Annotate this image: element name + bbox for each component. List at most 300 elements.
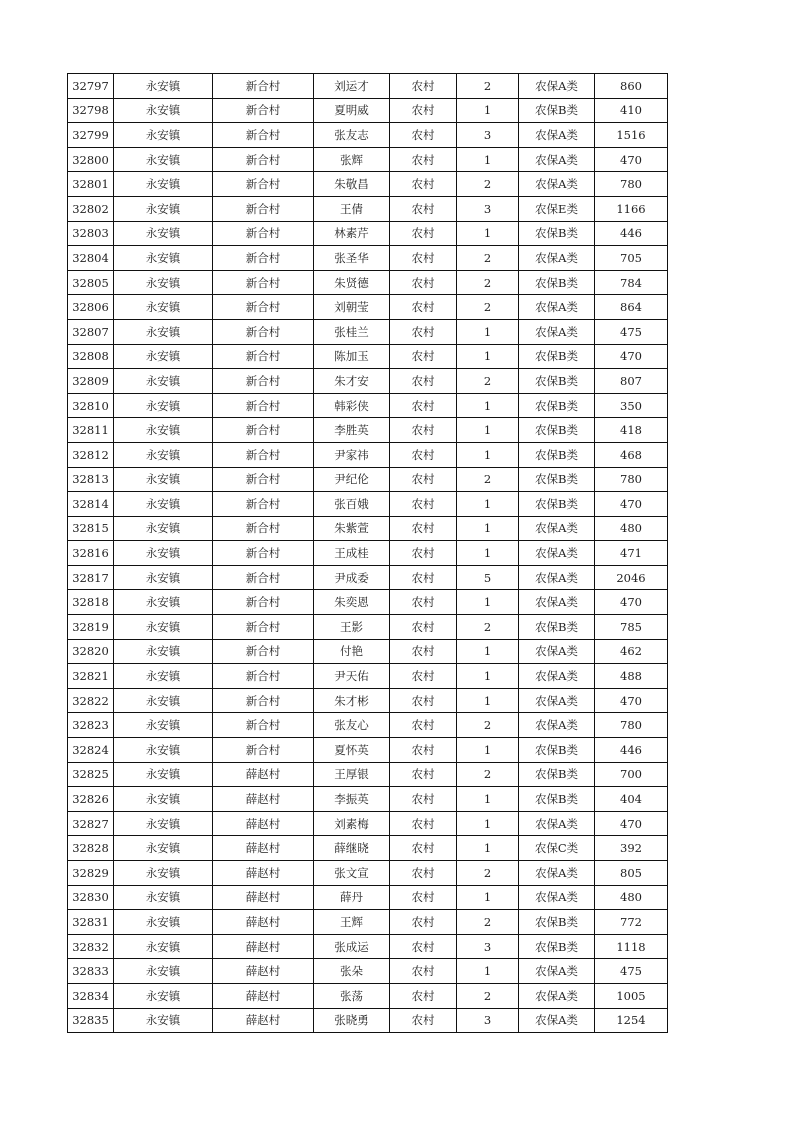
table-row	[68, 541, 668, 566]
town-cell: 永安镇	[114, 393, 213, 418]
amount-cell: 784	[595, 270, 668, 295]
name-cell: 张荡	[314, 983, 390, 1008]
insurance-category-cell: 农保B类	[519, 393, 595, 418]
table-row	[68, 713, 668, 738]
type-cell: 农村	[390, 74, 457, 99]
village-cell: 薛赵村	[213, 983, 314, 1008]
town-cell: 永安镇	[114, 221, 213, 246]
row-id-cell: 32799	[68, 123, 114, 148]
table-row	[68, 811, 668, 836]
household-size-cell: 3	[457, 934, 519, 959]
town-cell: 永安镇	[114, 590, 213, 615]
household-size-cell: 1	[457, 836, 519, 861]
village-cell: 新合村	[213, 442, 314, 467]
town-cell: 永安镇	[114, 172, 213, 197]
amount-cell: 470	[595, 344, 668, 369]
insurance-category-cell: 农保A类	[519, 246, 595, 271]
row-id-cell: 32831	[68, 910, 114, 935]
insurance-category-cell: 农保B类	[519, 934, 595, 959]
type-cell: 农村	[390, 418, 457, 443]
name-cell: 王辉	[314, 910, 390, 935]
name-cell: 张圣华	[314, 246, 390, 271]
name-cell: 朱才安	[314, 369, 390, 394]
town-cell: 永安镇	[114, 541, 213, 566]
amount-cell: 446	[595, 221, 668, 246]
insurance-category-cell: 农保B类	[519, 98, 595, 123]
type-cell: 农村	[390, 762, 457, 787]
table-row	[68, 836, 668, 861]
row-id-cell: 32832	[68, 934, 114, 959]
table-row	[68, 418, 668, 443]
row-id-cell: 32815	[68, 516, 114, 541]
household-size-cell: 1	[457, 147, 519, 172]
town-cell: 永安镇	[114, 934, 213, 959]
row-id-cell: 32822	[68, 688, 114, 713]
table-row	[68, 565, 668, 590]
household-size-cell: 3	[457, 123, 519, 148]
household-size-cell: 2	[457, 295, 519, 320]
type-cell: 农村	[390, 861, 457, 886]
village-cell: 新合村	[213, 344, 314, 369]
village-cell: 薛赵村	[213, 1008, 314, 1033]
name-cell: 张晓勇	[314, 1008, 390, 1033]
name-cell: 薛继晓	[314, 836, 390, 861]
village-cell: 薛赵村	[213, 910, 314, 935]
insurance-category-cell: 农保B类	[519, 442, 595, 467]
household-size-cell: 2	[457, 369, 519, 394]
town-cell: 永安镇	[114, 516, 213, 541]
household-size-cell: 5	[457, 565, 519, 590]
table-row	[68, 467, 668, 492]
town-cell: 永安镇	[114, 615, 213, 640]
town-cell: 永安镇	[114, 319, 213, 344]
name-cell: 尹成委	[314, 565, 390, 590]
row-id-cell: 32814	[68, 492, 114, 517]
insurance-category-cell: 农保B类	[519, 221, 595, 246]
type-cell: 农村	[390, 393, 457, 418]
table-row	[68, 787, 668, 812]
table-row	[68, 344, 668, 369]
village-cell: 薛赵村	[213, 811, 314, 836]
amount-cell: 807	[595, 369, 668, 394]
row-id-cell: 32811	[68, 418, 114, 443]
household-size-cell: 2	[457, 762, 519, 787]
insurance-category-cell: 农保A类	[519, 885, 595, 910]
town-cell: 永安镇	[114, 196, 213, 221]
name-cell: 朱才彬	[314, 688, 390, 713]
table-row	[68, 983, 668, 1008]
type-cell: 农村	[390, 492, 457, 517]
insurance-category-cell: 农保A类	[519, 811, 595, 836]
amount-cell: 470	[595, 590, 668, 615]
household-size-cell: 1	[457, 811, 519, 836]
table-row	[68, 74, 668, 99]
name-cell: 夏怀英	[314, 738, 390, 763]
row-id-cell: 32807	[68, 319, 114, 344]
insurance-category-cell: 农保B类	[519, 270, 595, 295]
household-size-cell: 1	[457, 516, 519, 541]
name-cell: 张友心	[314, 713, 390, 738]
name-cell: 张友志	[314, 123, 390, 148]
row-id-cell: 32828	[68, 836, 114, 861]
household-size-cell: 1	[457, 344, 519, 369]
household-size-cell: 1	[457, 393, 519, 418]
insurance-category-cell: 农保B类	[519, 910, 595, 935]
household-size-cell: 1	[457, 590, 519, 615]
type-cell: 农村	[390, 565, 457, 590]
household-size-cell: 2	[457, 983, 519, 1008]
town-cell: 永安镇	[114, 442, 213, 467]
type-cell: 农村	[390, 172, 457, 197]
village-cell: 薛赵村	[213, 861, 314, 886]
town-cell: 永安镇	[114, 959, 213, 984]
household-size-cell: 1	[457, 688, 519, 713]
village-cell: 新合村	[213, 467, 314, 492]
amount-cell: 488	[595, 664, 668, 689]
town-cell: 永安镇	[114, 811, 213, 836]
insurance-category-cell: 农保A类	[519, 295, 595, 320]
insurance-category-cell: 农保B类	[519, 762, 595, 787]
household-size-cell: 2	[457, 246, 519, 271]
insurance-category-cell: 农保B类	[519, 738, 595, 763]
type-cell: 农村	[390, 983, 457, 1008]
amount-cell: 350	[595, 393, 668, 418]
amount-cell: 700	[595, 762, 668, 787]
village-cell: 新合村	[213, 664, 314, 689]
row-id-cell: 32801	[68, 172, 114, 197]
table-row	[68, 393, 668, 418]
household-size-cell: 1	[457, 418, 519, 443]
amount-cell: 705	[595, 246, 668, 271]
insurance-category-cell: 农保A类	[519, 688, 595, 713]
type-cell: 农村	[390, 467, 457, 492]
type-cell: 农村	[390, 246, 457, 271]
village-cell: 新合村	[213, 123, 314, 148]
amount-cell: 805	[595, 861, 668, 886]
amount-cell: 470	[595, 492, 668, 517]
insurance-category-cell: 农保A类	[519, 172, 595, 197]
table-row	[68, 147, 668, 172]
row-id-cell: 32805	[68, 270, 114, 295]
household-size-cell: 2	[457, 861, 519, 886]
amount-cell: 404	[595, 787, 668, 812]
type-cell: 农村	[390, 590, 457, 615]
insurance-category-cell: 农保A类	[519, 983, 595, 1008]
town-cell: 永安镇	[114, 295, 213, 320]
name-cell: 张辉	[314, 147, 390, 172]
row-id-cell: 32825	[68, 762, 114, 787]
amount-cell: 1005	[595, 983, 668, 1008]
row-id-cell: 32809	[68, 369, 114, 394]
name-cell: 陈加玉	[314, 344, 390, 369]
row-id-cell: 32797	[68, 74, 114, 99]
village-cell: 新合村	[213, 319, 314, 344]
table-row	[68, 221, 668, 246]
town-cell: 永安镇	[114, 418, 213, 443]
row-id-cell: 32818	[68, 590, 114, 615]
row-id-cell: 32835	[68, 1008, 114, 1033]
village-cell: 新合村	[213, 492, 314, 517]
town-cell: 永安镇	[114, 738, 213, 763]
row-id-cell: 32802	[68, 196, 114, 221]
village-cell: 新合村	[213, 713, 314, 738]
table-row	[68, 516, 668, 541]
name-cell: 李振英	[314, 787, 390, 812]
table-row	[68, 295, 668, 320]
town-cell: 永安镇	[114, 98, 213, 123]
row-id-cell: 32827	[68, 811, 114, 836]
amount-cell: 468	[595, 442, 668, 467]
village-cell: 新合村	[213, 74, 314, 99]
insurance-category-cell: 农保B类	[519, 467, 595, 492]
name-cell: 朱贤德	[314, 270, 390, 295]
town-cell: 永安镇	[114, 270, 213, 295]
village-cell: 新合村	[213, 221, 314, 246]
table-row	[68, 861, 668, 886]
table-row	[68, 246, 668, 271]
insurance-category-cell: 农保A类	[519, 74, 595, 99]
table-row	[68, 738, 668, 763]
name-cell: 夏明威	[314, 98, 390, 123]
amount-cell: 418	[595, 418, 668, 443]
town-cell: 永安镇	[114, 246, 213, 271]
household-size-cell: 2	[457, 172, 519, 197]
table-row	[68, 910, 668, 935]
amount-cell: 475	[595, 319, 668, 344]
type-cell: 农村	[390, 639, 457, 664]
table-row	[68, 590, 668, 615]
household-size-cell: 1	[457, 959, 519, 984]
town-cell: 永安镇	[114, 344, 213, 369]
table-row	[68, 123, 668, 148]
type-cell: 农村	[390, 98, 457, 123]
household-size-cell: 2	[457, 615, 519, 640]
town-cell: 永安镇	[114, 639, 213, 664]
village-cell: 薛赵村	[213, 885, 314, 910]
name-cell: 朱敬昌	[314, 172, 390, 197]
type-cell: 农村	[390, 344, 457, 369]
household-size-cell: 1	[457, 541, 519, 566]
name-cell: 林素芹	[314, 221, 390, 246]
amount-cell: 2046	[595, 565, 668, 590]
row-id-cell: 32803	[68, 221, 114, 246]
name-cell: 张百娥	[314, 492, 390, 517]
type-cell: 农村	[390, 615, 457, 640]
row-id-cell: 32816	[68, 541, 114, 566]
table-row	[68, 270, 668, 295]
name-cell: 刘运才	[314, 74, 390, 99]
village-cell: 新合村	[213, 541, 314, 566]
insurance-category-cell: 农保B类	[519, 615, 595, 640]
village-cell: 新合村	[213, 615, 314, 640]
type-cell: 农村	[390, 319, 457, 344]
village-cell: 新合村	[213, 688, 314, 713]
household-size-cell: 1	[457, 442, 519, 467]
village-cell: 新合村	[213, 172, 314, 197]
amount-cell: 1118	[595, 934, 668, 959]
town-cell: 永安镇	[114, 565, 213, 590]
row-id-cell: 32826	[68, 787, 114, 812]
insurance-category-cell: 农保A类	[519, 861, 595, 886]
table-row	[68, 762, 668, 787]
town-cell: 永安镇	[114, 713, 213, 738]
village-cell: 新合村	[213, 369, 314, 394]
type-cell: 农村	[390, 787, 457, 812]
town-cell: 永安镇	[114, 688, 213, 713]
type-cell: 农村	[390, 934, 457, 959]
row-id-cell: 32808	[68, 344, 114, 369]
row-id-cell: 32821	[68, 664, 114, 689]
amount-cell: 470	[595, 147, 668, 172]
amount-cell: 1254	[595, 1008, 668, 1033]
name-cell: 韩彩侠	[314, 393, 390, 418]
type-cell: 农村	[390, 811, 457, 836]
name-cell: 王倩	[314, 196, 390, 221]
row-id-cell: 32829	[68, 861, 114, 886]
insurance-category-cell: 农保B类	[519, 369, 595, 394]
table-row	[68, 319, 668, 344]
table-row	[68, 688, 668, 713]
village-cell: 新合村	[213, 418, 314, 443]
village-cell: 新合村	[213, 98, 314, 123]
row-id-cell: 32823	[68, 713, 114, 738]
town-cell: 永安镇	[114, 787, 213, 812]
type-cell: 农村	[390, 221, 457, 246]
household-size-cell: 1	[457, 885, 519, 910]
household-size-cell: 2	[457, 910, 519, 935]
village-cell: 新合村	[213, 270, 314, 295]
household-size-cell: 1	[457, 787, 519, 812]
name-cell: 张成运	[314, 934, 390, 959]
village-cell: 新合村	[213, 295, 314, 320]
village-cell: 新合村	[213, 393, 314, 418]
name-cell: 王厚银	[314, 762, 390, 787]
village-cell: 薛赵村	[213, 959, 314, 984]
type-cell: 农村	[390, 516, 457, 541]
insurance-category-cell: 农保A类	[519, 959, 595, 984]
amount-cell: 470	[595, 811, 668, 836]
town-cell: 永安镇	[114, 492, 213, 517]
amount-cell: 471	[595, 541, 668, 566]
village-cell: 薛赵村	[213, 787, 314, 812]
type-cell: 农村	[390, 885, 457, 910]
household-size-cell: 1	[457, 738, 519, 763]
row-id-cell: 32819	[68, 615, 114, 640]
insurance-category-cell: 农保A类	[519, 123, 595, 148]
insurance-category-cell: 农保A类	[519, 565, 595, 590]
village-cell: 新合村	[213, 590, 314, 615]
insurance-category-cell: 农保A类	[519, 590, 595, 615]
type-cell: 农村	[390, 196, 457, 221]
table-row	[68, 196, 668, 221]
table-row	[68, 492, 668, 517]
insurance-category-cell: 农保A类	[519, 319, 595, 344]
town-cell: 永安镇	[114, 123, 213, 148]
name-cell: 尹家祎	[314, 442, 390, 467]
type-cell: 农村	[390, 738, 457, 763]
insurance-category-cell: 农保A类	[519, 541, 595, 566]
insurance-category-cell: 农保A类	[519, 516, 595, 541]
type-cell: 农村	[390, 295, 457, 320]
town-cell: 永安镇	[114, 664, 213, 689]
name-cell: 付艳	[314, 639, 390, 664]
insurance-category-cell: 农保A类	[519, 1008, 595, 1033]
village-cell: 新合村	[213, 516, 314, 541]
table-row	[68, 442, 668, 467]
type-cell: 农村	[390, 664, 457, 689]
table-body	[68, 74, 668, 1033]
household-size-cell: 1	[457, 639, 519, 664]
amount-cell: 1166	[595, 196, 668, 221]
amount-cell: 772	[595, 910, 668, 935]
insurance-category-cell: 农保B类	[519, 418, 595, 443]
amount-cell: 475	[595, 959, 668, 984]
name-cell: 朱紫萱	[314, 516, 390, 541]
type-cell: 农村	[390, 442, 457, 467]
name-cell: 朱奕恩	[314, 590, 390, 615]
village-cell: 新合村	[213, 738, 314, 763]
table-row	[68, 369, 668, 394]
insurance-category-cell: 农保A类	[519, 664, 595, 689]
household-size-cell: 3	[457, 1008, 519, 1033]
type-cell: 农村	[390, 369, 457, 394]
name-cell: 张文宣	[314, 861, 390, 886]
name-cell: 张朵	[314, 959, 390, 984]
amount-cell: 392	[595, 836, 668, 861]
household-size-cell: 1	[457, 664, 519, 689]
type-cell: 农村	[390, 713, 457, 738]
amount-cell: 780	[595, 713, 668, 738]
name-cell: 张桂兰	[314, 319, 390, 344]
town-cell: 永安镇	[114, 885, 213, 910]
type-cell: 农村	[390, 959, 457, 984]
insurance-category-cell: 农保E类	[519, 196, 595, 221]
row-id-cell: 32813	[68, 467, 114, 492]
row-id-cell: 32806	[68, 295, 114, 320]
amount-cell: 860	[595, 74, 668, 99]
name-cell: 李胜英	[314, 418, 390, 443]
row-id-cell: 32817	[68, 565, 114, 590]
town-cell: 永安镇	[114, 74, 213, 99]
village-cell: 新合村	[213, 196, 314, 221]
amount-cell: 446	[595, 738, 668, 763]
name-cell: 尹天佑	[314, 664, 390, 689]
table-row	[68, 98, 668, 123]
row-id-cell: 32798	[68, 98, 114, 123]
row-id-cell: 32833	[68, 959, 114, 984]
amount-cell: 462	[595, 639, 668, 664]
household-size-cell: 1	[457, 319, 519, 344]
village-cell: 新合村	[213, 639, 314, 664]
town-cell: 永安镇	[114, 983, 213, 1008]
name-cell: 王影	[314, 615, 390, 640]
type-cell: 农村	[390, 688, 457, 713]
town-cell: 永安镇	[114, 369, 213, 394]
insurance-category-cell: 农保B类	[519, 344, 595, 369]
insurance-category-cell: 农保B类	[519, 492, 595, 517]
town-cell: 永安镇	[114, 861, 213, 886]
row-id-cell: 32824	[68, 738, 114, 763]
amount-cell: 785	[595, 615, 668, 640]
type-cell: 农村	[390, 836, 457, 861]
village-cell: 薛赵村	[213, 934, 314, 959]
amount-cell: 1516	[595, 123, 668, 148]
type-cell: 农村	[390, 147, 457, 172]
table-row	[68, 885, 668, 910]
village-cell: 新合村	[213, 246, 314, 271]
village-cell: 薛赵村	[213, 762, 314, 787]
household-size-cell: 1	[457, 492, 519, 517]
